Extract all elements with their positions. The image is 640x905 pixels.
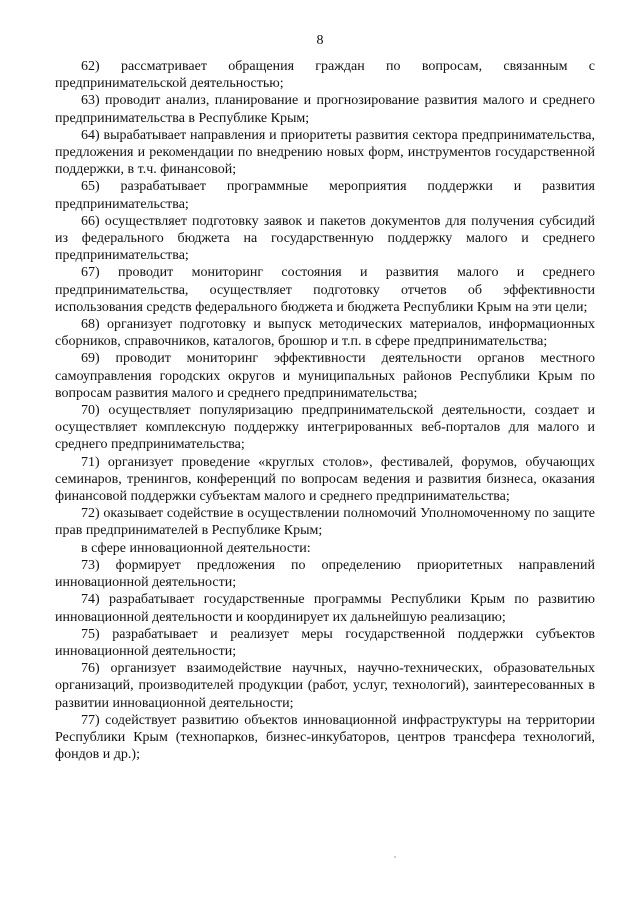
paragraph-item-70: 70) осуществляет популяризацию предпринимательской деятельности, создает и осуществляет комплексную поддержку интегрированных веб-порталов для малого и среднего предпринимательства;	[55, 403, 595, 453]
paragraph-item-72: 72) оказывает содействие в осуществлении полномочий Уполномоченному по защите прав предпринимателей в Республике Крым;	[55, 506, 595, 539]
paragraph-item-71: 71) организует проведение «круглых столов», фестивалей, форумов, обучающих семинаров, тренингов, конференций по вопросам ведения и развития бизнеса, оказания финансовой поддержки субъектам малого и среднего предпринимательства;	[55, 454, 595, 505]
paragraph-item-73: 73) формирует предложения по определению приоритетных направлений инновационной деятельности;	[55, 557, 595, 591]
paragraph-item-77: 77) содействует развитию объектов инновационной инфраструктуры на территории Республики Крым (технопарков, бизнес-инкубаторов, центров трансфера технологий, фондов и др.);	[55, 712, 595, 763]
document-body	[55, 58, 595, 763]
paragraph-item-76: 76) организует взаимодействие научных, научно-технических, образовательных организаций, производителей продукции (работ, услуг, технологий), заинтересованных в развитии инновационной деятельности;	[55, 661, 595, 711]
paragraph-item-68: 68) организует подготовку и выпуск методических материалов, информационных сборников, справочников, каталогов, брошюр и т.п. в сфере предпринимательства;	[55, 317, 595, 350]
page-number: 8	[316, 33, 324, 48]
scan-artifact-dot	[394, 856, 396, 858]
paragraph-item-75: 75) разрабатывает и реализует меры государственной поддержки субъектов инновационной деятельности;	[55, 626, 595, 659]
paragraph-item-65: 65) разрабатывает программные мероприятия поддержки и развития предпринимательства;	[55, 179, 595, 212]
section-heading-innovation: в сфере инновационной деятельности:	[81, 540, 311, 556]
paragraph-item-66: 66) осуществляет подготовку заявок и пакетов документов для получения субсидий из федерального бюджета на государственную поддержку малого и среднего предпринимательства;	[55, 213, 595, 264]
paragraph-item-62: 62) рассматривает обращения граждан по вопросам, связанным с предпринимательской деятельностью;	[55, 59, 595, 92]
paragraph-item-74: 74) разрабатывает государственные программы Республики Крым по развитию инновационной деятельности и координирует их дальнейшую реализацию;	[55, 592, 595, 625]
paragraph-item-64: 64) вырабатывает направления и приоритеты развития сектора предпринимательства, предложения и рекомендации по внедрению новых форм, инструментов государственной поддержки, в т.ч. финансовой;	[55, 127, 595, 178]
paragraph-item-69: 69) проводит мониторинг эффективности деятельности органов местного самоуправления городских округов и муниципальных районов Республики Крым по вопросам развития малого и среднего предпринимательства;	[55, 351, 595, 401]
paragraph-item-63: 63) проводит анализ, планирование и прогнозирование развития малого и среднего предпринимательства в Республике Крым;	[55, 93, 595, 126]
paragraph-item-67: 67) проводит мониторинг состояния и развития малого и среднего предпринимательства, осуществляет подготовку отчетов об эффективности использования средств федерального бюджета и бюджета Республики Крым на эти цели;	[55, 265, 595, 315]
